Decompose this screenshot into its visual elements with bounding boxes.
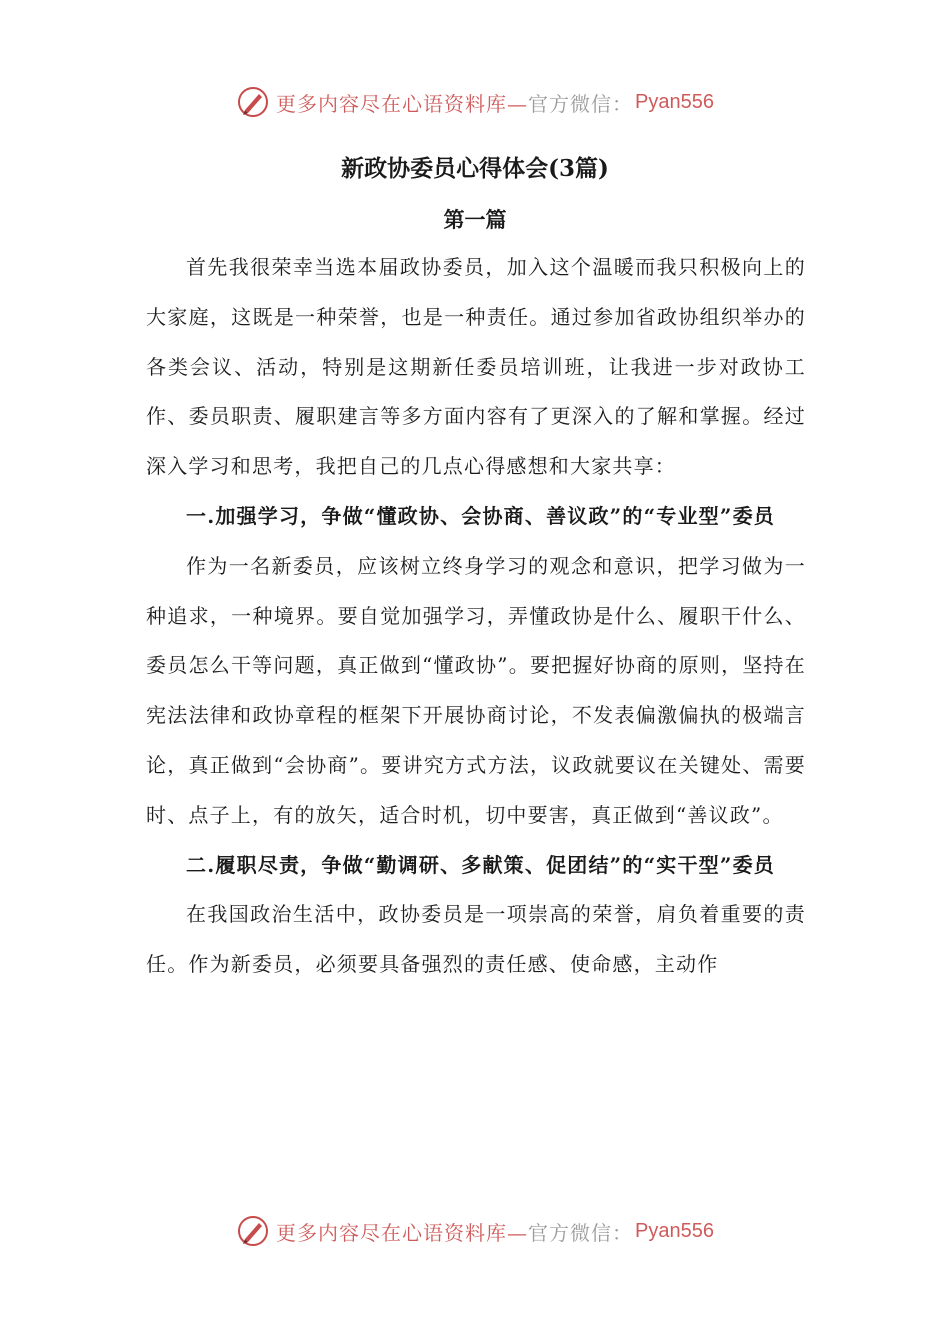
document-body <box>146 243 806 990</box>
pen-circle-logo-icon <box>236 85 270 119</box>
watermark-wechat-label: 官方微信： <box>528 91 634 116</box>
chapter-heading: 第一篇 <box>443 207 507 232</box>
section-heading: 二.履职尽责，争做“勤调研、多献策、促团结”的“实干型”委员 <box>186 852 775 877</box>
pen-circle-logo-icon <box>236 1214 270 1248</box>
watermark-wechat-id: Pyan556 <box>635 90 714 113</box>
section-paragraph: 作为一名新委员，应该树立终身学习的观念和意识，把学习做为一种追求，一种境界。要自觉加强学习，弄懂政协是什么、履职干什么、委员怎么干等问题，真正做到“懂政协”。要把握好协商的原则，坚持在宪法法律和政协章程的框架下开展协商讨论，不发表偏激偏执的极端言论，真正做到“会协商”。要讲究方式方法，议政就要议在关键处、需要时、点子上，有的放矢，适合时机，切中要害，真正做到“善议政”。 <box>146 553 806 827</box>
section-paragraph: 在我国政治生活中，政协委员是一项崇高的荣誉，肩负着重要的责任。作为新委员，必须要具备强烈的责任感、使命感，主动作 <box>146 902 806 977</box>
watermark-footer <box>0 1211 950 1251</box>
watermark-header <box>0 82 950 122</box>
watermark-wechat-id: Pyan556 <box>635 1219 714 1242</box>
watermark-site-text: 更多内容尽在心语资料库— <box>276 91 529 116</box>
intro-paragraph: 首先我很荣幸当选本届政协委员，加入这个温暖而我只积极向上的大家庭，这既是一种荣誉，也是一种责任。通过参加省政协组织举办的各类会议、活动，特别是这期新任委员培训班，让我进一步对政协工作、委员职责、履职建言等多方面内容有了更深入的了解和掌握。经过深入学习和思考，我把自己的几点心得感想和大家共享： <box>146 255 806 479</box>
section-heading: 一.加强学习，争做“懂政协、会协商、善议政”的“专业型”委员 <box>186 503 775 528</box>
document-title: 新政协委员心得体会(3篇) <box>341 155 609 182</box>
watermark-site-text: 更多内容尽在心语资料库— <box>276 1220 529 1245</box>
watermark-wechat-label: 官方微信： <box>528 1220 634 1245</box>
